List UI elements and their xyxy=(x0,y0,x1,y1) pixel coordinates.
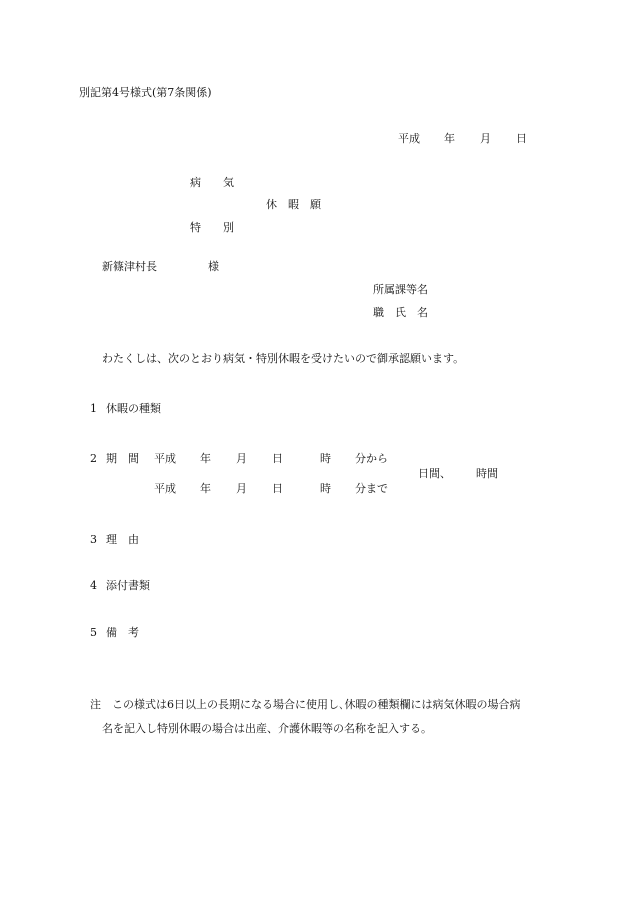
note-line-1: この様式は6日以上の長期になる場合に使用し､休暇の種類欄には病気休暇の場合病 xyxy=(112,698,521,711)
period-to-hour: 時 xyxy=(320,482,331,495)
note-label: 注 xyxy=(90,698,101,711)
addressee-name: 新篠津村長 xyxy=(102,260,157,273)
period-total-days: 日間、 xyxy=(418,467,451,480)
period-from-minute: 分から xyxy=(355,452,388,465)
date-era: 平成 xyxy=(398,132,420,145)
period-to-era: 平成 xyxy=(154,482,176,495)
item-number: 3 xyxy=(90,533,97,546)
item-label-period: 期 間 xyxy=(106,452,139,465)
applicant-position-name: 職 氏 名 xyxy=(373,306,428,319)
item-number: 5 xyxy=(90,626,97,639)
date-month: 月 xyxy=(480,132,491,145)
period-from-month: 月 xyxy=(236,452,247,465)
period-to-day: 日 xyxy=(272,482,283,495)
title-special: 特 別 xyxy=(190,221,234,234)
item-label-remarks: 備 考 xyxy=(106,626,139,639)
period-total-hours: 時間 xyxy=(476,467,498,480)
item-label-reason: 理 由 xyxy=(106,533,139,546)
applicant-department: 所属課等名 xyxy=(373,283,428,296)
item-number: 4 xyxy=(90,579,97,592)
period-to-minute: 分まで xyxy=(355,482,388,495)
intro-text: わたくしは、次のとおり病気・特別休暇を受けたいので御承認願います。 xyxy=(102,352,465,365)
date-day: 日 xyxy=(516,132,527,145)
period-from-hour: 時 xyxy=(320,452,331,465)
period-to-month: 月 xyxy=(236,482,247,495)
period-to-year: 年 xyxy=(200,482,211,495)
period-from-era: 平成 xyxy=(154,452,176,465)
item-number: 2 xyxy=(90,452,97,465)
item-label-attachments: 添付書類 xyxy=(106,579,150,592)
title-leave-request: 休 暇 願 xyxy=(266,198,321,211)
date-year: 年 xyxy=(444,132,455,145)
item-number: 1 xyxy=(90,402,97,415)
note-line-2: 名を記入し特別休暇の場合は出産、介護休暇等の名称を記入する。 xyxy=(102,722,432,735)
period-from-day: 日 xyxy=(272,452,283,465)
addressee-honorific: 様 xyxy=(208,260,219,273)
period-from-year: 年 xyxy=(200,452,211,465)
item-label-leave-type: 休暇の種類 xyxy=(106,402,161,415)
title-sick: 病 気 xyxy=(190,176,234,189)
form-label: 別記第4号様式(第7条関係) xyxy=(79,86,212,99)
